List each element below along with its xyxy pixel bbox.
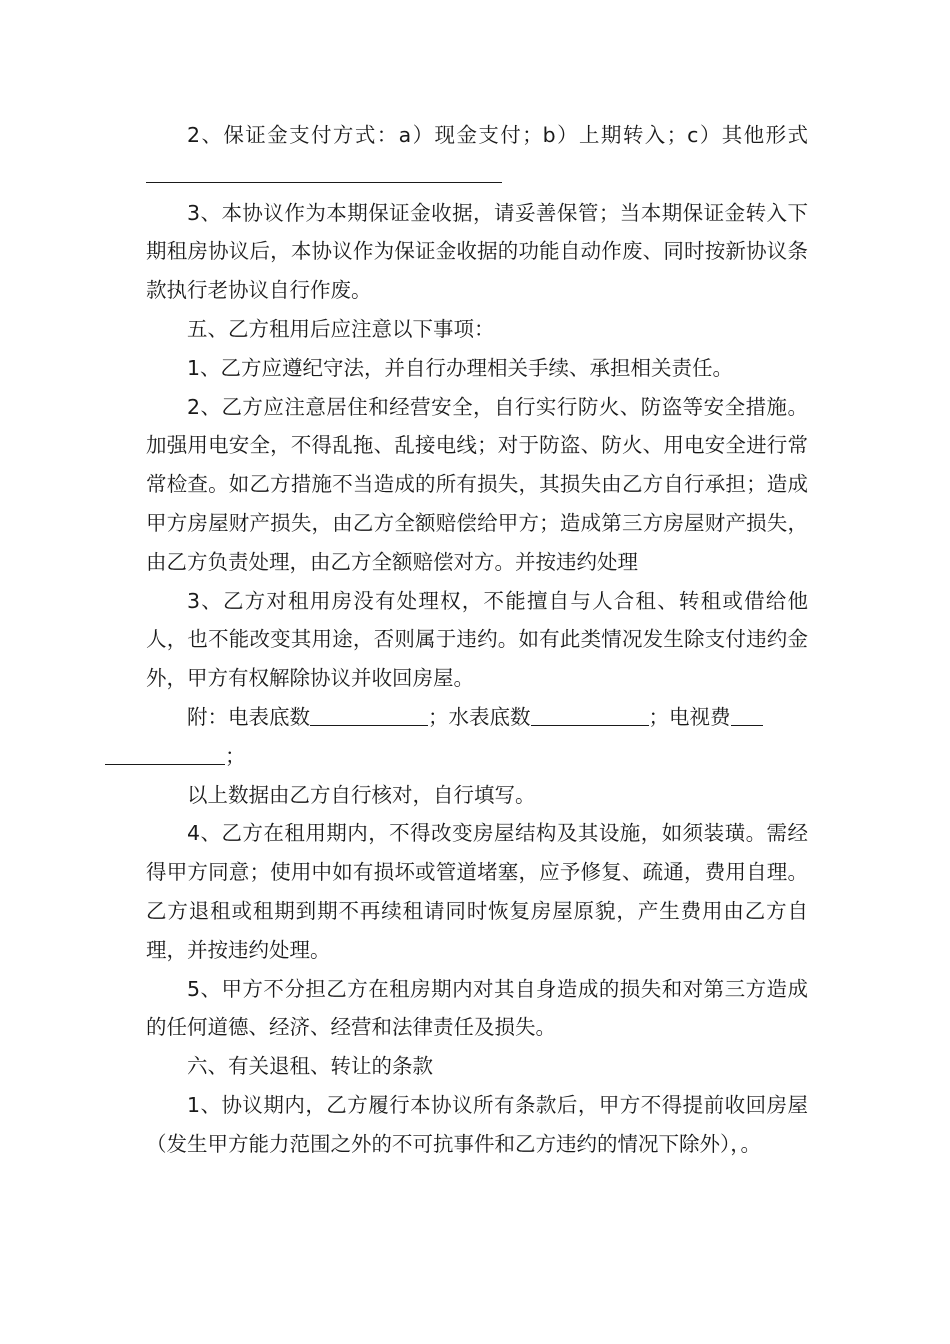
document-body: [146, 116, 808, 1164]
tv-fee-label: ；电视费: [648, 704, 731, 729]
paragraph-six-item-1: 1、协议期内，乙方履行本协议所有条款后，甲方不得提前收回房屋（发生甲方能力范围之外的不可抗事件和乙方违约的情况下除外），。: [146, 1092, 808, 1156]
tv-fee-blank-continued: [105, 743, 225, 765]
paragraph-item-5: 5、甲方不分担乙方在租房期内对其自身造成的损失和对第三方造成的任何道德、经济、经营和法律责任及损失。: [146, 976, 808, 1040]
paragraph-receipt: 3、本协议作为本期保证金收据，请妥善保管；当本期保证金转入下期租房协议后，本协议作为保证金收据的功能自动作废、同时按新协议条款执行老协议自行作废。: [146, 200, 808, 303]
paragraph-item-3: 3、乙方对租用房没有处理权，不能擅自与人合租、转租或借给他人，也不能改变其用途，否则属于违约。如有此类情况发生除支付违约金外，甲方有权解除协议并收回房屋。: [146, 588, 808, 691]
blank-line: [146, 161, 502, 183]
section-six-heading: 六、有关退租、转让的条款: [187, 1054, 433, 1079]
meter-readings-line: [146, 698, 808, 776]
water-meter-label: ；水表底数: [428, 704, 531, 729]
paragraph-item-1: 1、乙方应遵纪守法，并自行办理相关手续、承担相关责任。: [187, 355, 734, 380]
paragraph-text: 2、保证金支付方式：a）现金支付；b）上期转入；c）其他形式: [187, 123, 808, 147]
tv-fee-blank: [731, 704, 763, 726]
section-five-heading: 五、乙方租用后应注意以下事项：: [187, 316, 495, 341]
paragraph-item-4: 4、乙方在租用期内，不得改变房屋结构及其设施，如须装璜。需经得甲方同意；使用中如有损坏或管道堵塞，应予修复、疏通，费用自理。乙方退租或租期到期不再续租请同时恢复房屋原貌，产生费用由乙方自理，并按违约处理。: [146, 821, 808, 962]
meter-line-end: ；: [225, 743, 246, 768]
water-meter-blank: [531, 704, 649, 726]
electric-meter-label: 附：电表底数: [187, 704, 310, 729]
paragraph-self-check: 以上数据由乙方自行核对，自行填写。: [187, 782, 536, 807]
paragraph-deposit-payment: [146, 116, 808, 194]
paragraph-item-2: 2、乙方应注意居住和经营安全，自行实行防火、防盗等安全措施。加强用电安全，不得乱拖、乱接电线；对于防盗、防火、用电安全进行常常检查。如乙方措施不当造成的所有损失，其损失由乙方自行承担；造成甲方房屋财产损失，由乙方全额赔偿给甲方；造成第三方房屋财产损失，由乙方负责处理，由乙方全额赔偿对方。并按违约处理: [146, 394, 808, 574]
electric-meter-blank: [310, 704, 428, 726]
